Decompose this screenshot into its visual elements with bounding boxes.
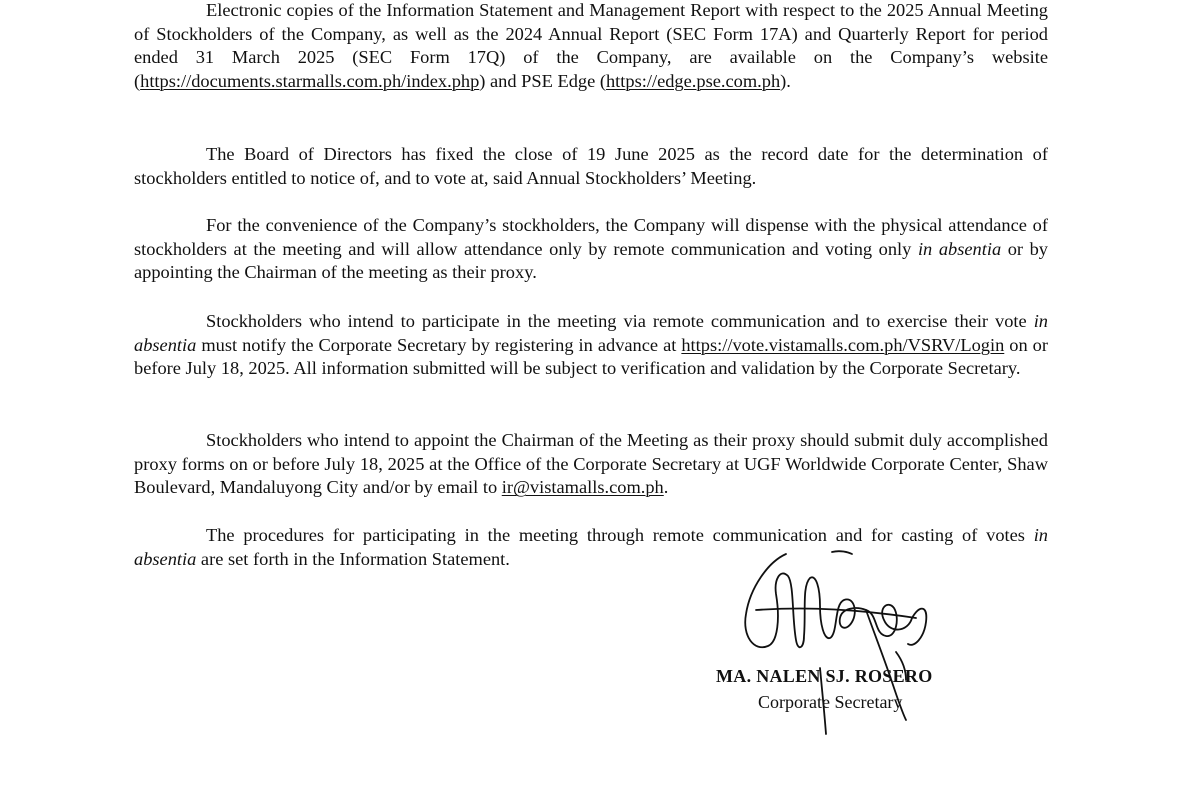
p1-text-1: Electronic copies of the Information Statement and Management Report with respect to the 2025 Annual Meeting of Stockholders of the Company, as well as the 2024 Annual Report (SEC Form 17A) and Quarterly Report for period ended 31 March 2025 (SEC Form 17Q) of the Company, are available on the Company’s website ( <box>134 0 1048 91</box>
p3-text-1: For the convenience of the Company’s stockholders, the Company will dispense with the physical attendance of stockholders at the meeting and will allow attendance only by remote communication and voting only <box>134 215 1048 259</box>
signature-block <box>716 548 1016 748</box>
paragraph-remote-attendance <box>134 214 1048 285</box>
ir-email-link[interactable]: ir@vistamalls.com.ph <box>501 477 664 498</box>
signatory-title: Corporate Secretary <box>758 692 903 712</box>
p4-text-1: Stockholders who intend to participate in the meeting via remote communication and to exercise their vote <box>206 311 1034 331</box>
p1-text-3: ). <box>780 70 791 91</box>
p3-in-absentia: in absentia <box>917 238 1002 259</box>
signatory-name: MA. NALEN SJ. ROSERO <box>716 666 933 686</box>
p4-text-3: on or before July 18, 2025. All information submitted will be subject to verification and validation by the Corporate Secretary. <box>134 334 1048 379</box>
paragraph-proxy <box>134 429 1048 500</box>
paragraph-electronic-copies <box>134 0 1048 93</box>
paragraph-registration <box>134 310 1048 381</box>
paragraph-record-date <box>134 143 1048 190</box>
pse-edge-link[interactable]: https://edge.pse.com.ph <box>605 70 781 91</box>
handwritten-signature <box>716 548 976 738</box>
vote-registration-link[interactable]: https://vote.vistamalls.com.ph/VSRV/Login <box>681 334 1005 355</box>
p6-text-1: The procedures for participating in the meeting through remote communication and for casting of votes <box>206 525 1034 545</box>
p3-text-2: or by appointing the Chairman of the meeting as their proxy. <box>134 238 1048 283</box>
p2-text: The Board of Directors has fixed the close of 19 June 2025 as the record date for the determination of stockholders entitled to notice of, and to vote at, said Annual Stockholders’ Meeting. <box>134 144 1048 188</box>
p5-text-1: Stockholders who intend to appoint the Chairman of the Meeting as their proxy should submit duly accomplished proxy forms on or before July 18, 2025 at the Office of the Corporate Secretary at UGF Worldwide Corporate Center, Shaw Boulevard, Mandaluyong City and/or by email to <box>134 430 1048 498</box>
p1-text-2: ) and PSE Edge ( <box>479 70 606 91</box>
p6-in-absentia: in absentia <box>134 525 1048 569</box>
p6-text-2: are set forth in the Information Statement. <box>196 548 510 569</box>
p4-in-absentia: in absentia <box>134 311 1048 355</box>
starmalls-documents-link[interactable]: https://documents.starmalls.com.ph/index.php <box>140 70 480 91</box>
p4-text-2: must notify the Corporate Secretary by registering in advance at <box>196 334 682 355</box>
p5-text-2: . <box>663 477 669 498</box>
